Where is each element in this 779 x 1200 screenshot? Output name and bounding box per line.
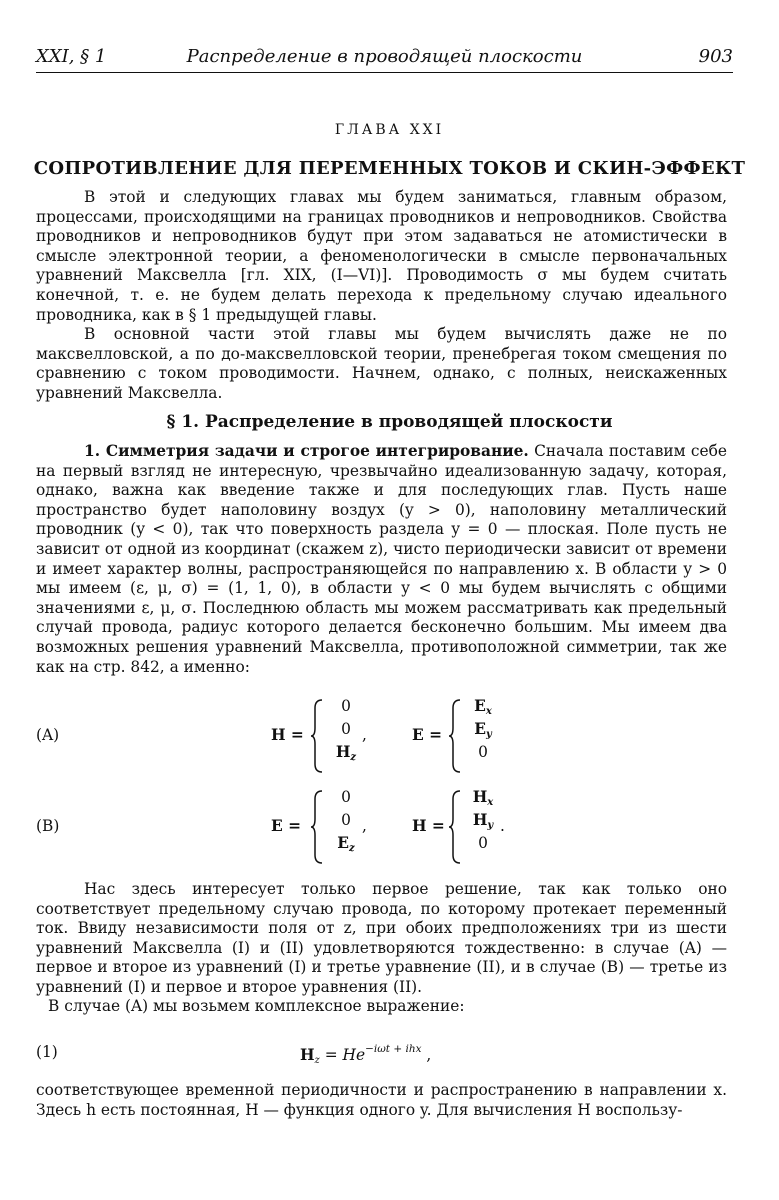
final-paragraph: соответствующее временной периодичности и распространению в направлении x. Здесь h есть постоянная, H — функция одного y. Для вычисления H воспользу- [36,1081,727,1119]
equation-b-label: (B) [36,817,60,835]
after-paragraph-1: Нас здесь интересует только первое решение, так как только оно соответствует предельному случаю провода, по которому протекает переменный ток. Ввиду независимости поля от z, при обоих предположениях три из шести уравнений Максвелла (I) и (II) удовлетворяются тождественно: в случае (A) — первое и второе из уравнений (I) и третье уравнение (II), и в случае (B) — третье из уравнений (I) и первое и второе уравнения (II). [36,880,727,996]
subsection-heading: 1. Симметрия задачи и строгое интегрирование. [84,442,529,460]
equation-b-period: . [500,817,505,835]
equation-a-lhs1: H = [271,726,304,744]
equation-b-column2: $H_x$ $H_y$ 0 [472,788,494,852]
after-paragraph-2: В случае (A) мы возьмем комплексное выражение: [48,997,465,1015]
chapter-title: СОПРОТИВЛЕНИЕ ДЛЯ ПЕРЕМЕННЫХ ТОКОВ И СКИН-ЭФФЕКТ [33,158,746,179]
equation-b-lhs1: E = [271,817,301,835]
chapter-label: ГЛАВА XXI [334,122,445,138]
left-brace-icon [310,789,324,865]
equation-b-column1: 0 0 $E_z$ [337,788,355,854]
header-title: Распределение в проводящей плоскости [186,46,583,67]
left-brace-icon [310,698,324,774]
equation-a-column1: 0 0 $H_z$ [335,697,357,763]
page-number: 903 [698,46,733,67]
header-section: XXI, § 1 [36,46,107,67]
equation-1-body: $H_z = He^{-i\omega t + ihx}$ , [300,1043,432,1066]
left-brace-icon [448,789,462,865]
intro-paragraph-1: В этой и следующих главах мы будем заниматься, главным образом, процессами, происходящими на границах проводников и непроводников. Свойства проводников и непроводников будут при этом задаваться не атомистически в смысле электронной теории, а феноменологически в смысле первоначальных уравнений Максвелла [гл. XIX, (I—VI)]. Проводимость σ мы будем считать конечной, т. е. не будем делать перехода к предельному случаю идеального проводника, как в § 1 предыдущей главы. [36,188,727,324]
intro-paragraph-2: В основной части этой главы мы будем вычислять даже не по максвелловской, а по до-максвелловской теории, пренебрегая током смещения по сравнению с током проводимости. Начнем, однако, с полных, неискаженных уравнений Максвелла. [36,325,727,402]
equation-b-lhs2: H = [412,817,445,835]
equation-1-label: (1) [36,1043,58,1061]
equation-a-comma: , [362,726,367,744]
running-header [36,46,733,73]
equation-a-column2: $E_x$ $E_y$ 0 [474,697,492,761]
equation-a-label: (A) [36,726,60,744]
equation-a-lhs2: E = [412,726,442,744]
section-title: § 1. Распределение в проводящей плоскости [166,412,613,432]
left-brace-icon [448,698,462,774]
equation-b-comma: , [362,817,367,835]
subsection-paragraph: 1. Симметрия задачи и строгое интегрирование. Сначала поставим себе на первый взгляд не интересную, чрезвычайно идеализованную задачу, которая, однако, важна как введение также и для последующих глав. Пусть наше пространство будет наполовину воздух (y > 0), наполовину металлический проводник (y < 0), так что поверхность раздела y = 0 — плоская. Поле пусть не зависит от одной из координат (скажем z), чисто периодически зависит от времени и имеет характер волны, распространяющейся по направлению x. В области y > 0 мы имеем (ε, μ, σ) = (1, 1, 0), в области y < 0 мы будем вычислять с общими значениями ε, μ, σ. Последнюю область мы можем рассматривать как предельный случай провода, радиус которого делается бесконечно большим. Мы имеем два возможных решения уравнений Максвелла, противоположной симметрии, так же как на стр. 842, а именно: [36,442,727,676]
